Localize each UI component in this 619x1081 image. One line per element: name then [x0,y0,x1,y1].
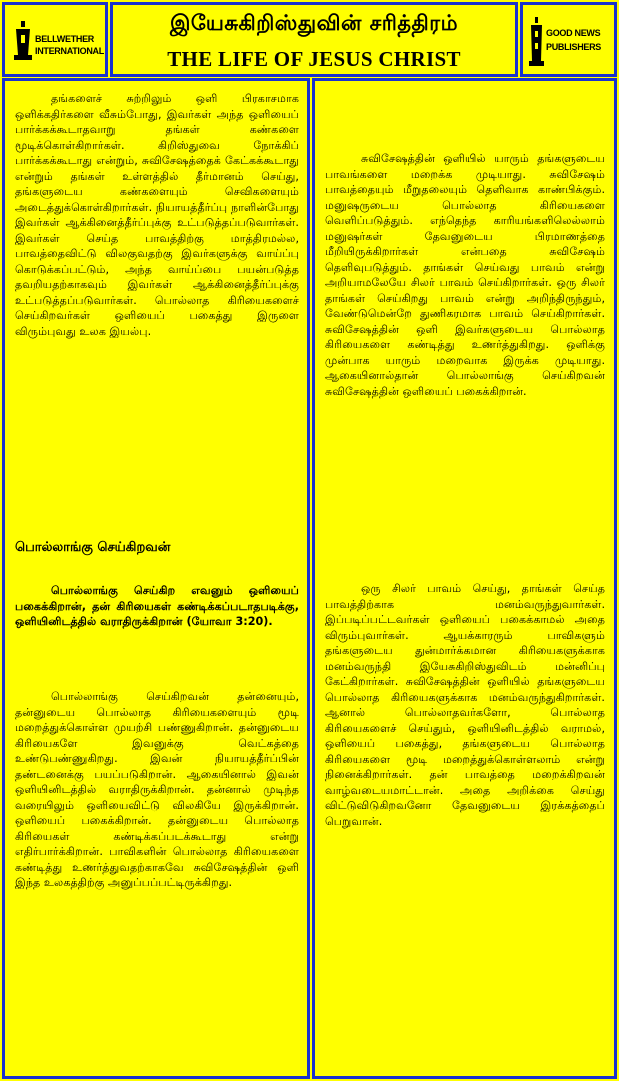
logo-right-line1: GOOD NEWS [546,28,601,38]
bell-tower-icon [13,21,33,61]
left-para2-text: பொல்லாங்கு செய்கிறவன் தன்னையும், தன்னுடைய பொல்லாத கிரியைகளையும் மூடி மறைத்துக்கொள்ள முயற்சி பண்ணுகிறான். தன்னுடைய கிரியைகளே இவனுக்கு வெட்கத்தை உண்டுபண்ணுகிறது. இவன் நியாயத்தீர்ப்பின் தண்டனைக்கு பயப்படுகிறான். ஆகையினால் இவன் ஒளியினிடத்தில் வராதிருக்கிறான். தன்னால் முடிந்த வரையிலும் ஒளியைவிட்டு விலகியே இருக்கிறான். ஒளியைப் பகைக்கிறான். தன்னுடைய பொல்லாத கிரியைகள் கண்டிக்கப்படக்கூடாது என்று எதிர்பார்க்கிறான். பாவிகளின் பொல்லாத கிரியைகளை கண்டித்து உணர்த்துவதற்காகவே சுவிசேஷத்தின் ஒளி இந்த உலகத்திற்கு அனுப்பப்பட்டிருக்கிறது. [15,690,299,889]
good-news-logo [529,13,614,73]
left-paragraph-1 [15,91,299,339]
title-box [110,2,518,77]
logo-left-line2: INTERNATIONAL [35,46,104,56]
right-paragraph-2 [325,581,605,829]
english-title: THE LIFE OF JESUS CHRIST [167,47,461,71]
bellwether-logo [13,15,103,70]
quote-text: பொல்லாங்கு செய்கிற எவனும் ஒளியைப் பகைக்கிறான், தன் கிரியைகள் கண்டிக்கப்படாதபடிக்கு, ஒளியினிடத்தில் வராதிருக்கிறான் (யோவா 3:20). [15,584,299,628]
right-para1-text: சுவிசேஷத்தின் ஒளியில் யாரும் தங்களுடைய பாவங்களை மறைக்க முடியாது. சுவிசேஷம் பாவத்தையும் மீறுதலையும் தெளிவாக காண்பிக்கும். மனுஷருடைய பொல்லாத கிரியைகளை வெளிப்படுத்தும். எந்தெந்த காரியங்களிலெல்லாம் மனுஷர்கள் தேவனுடைய பிரமாணத்தை மீறியிருக்கிறார்கள் என்பதை சுவிசேஷம் தெளிவுபடுத்தும். தாங்கள் செய்வது பாவம் என்று அறியாமலேயே சிலர் பாவம் செய்கிறார்கள். ஒரு சிலர் தாங்கள் செய்கிறது பாவம் என்று அறிந்திருந்தும், வேண்டுமென்றே துணிகரமாக பாவம் செய்கிறார்கள். சுவிசேஷத்தின் ஒளி இவர்களுடைய பொல்லாத கிரியைகளை கண்டித்து உணர்த்துகிறது. ஒளிக்கு முன்பாக யாரும் மறைவாக இருக்க முடியாது. ஆகையினால்தான் பொல்லாங்கு செய்கிறவன் சுவிசேஷத்தின் ஒளியைப் பகைக்கிறான். [325,152,605,398]
left-paragraph-2 [15,689,299,891]
right-para2-text: ஒரு சிலர் பாவம் செய்து, தாங்கள் செய்த பாவத்திற்காக மனம்வருந்துவார்கள். இப்படிப்பட்டவர்கள் ஒளியைப் பகைக்காமல் அதை விரும்புவார்கள். ஆயக்காரரும் பாவிகளும் தங்களுடைய துன்மார்க்கமான கிரியைகளுக்காக மனம்வருந்தி இயேசுகிறிஸ்துவிடம் மன்னிப்பு கேட்கிறார்கள். சுவிசேஷத்தின் ஒளியில் தங்களுடைய பொல்லாத கிரியைகளுக்காக மனம்வருந்துகிறார்கள். ஆனால் பொல்லாதவர்களோ, பொல்லாத கிரியைகளைச் செய்தும், ஒளியினிடத்தில் வராமல், ஒளியைப் பகைத்து, தங்களுடைய பொல்லாத கிரியைகளை மூடி மறைத்துக்கொள்ளலாம் என்று நினைக்கிறார்கள். தன் பாவத்தை மறைக்கிறவன் வாழ்வடையமாட்டான். அதை அறிக்கை செய்து விட்டுவிடுகிறவனோ தேவனுடைய இரக்கத்தைப் பெறுவான். [325,582,605,828]
left-para1-text: தங்களைச் சுற்றிலும் ஒளி பிரகாசமாக ஒளிக்கதிர்களை வீசும்போது, இவர்கள் அந்த ஒளியைப் பார்க்கக்கூடாதவாறு தங்கள் கண்களை மூடிக்கொள்கிறார்கள். கிறிஸ்துவை நோக்கிப் பார்க்கக்கூடாது என்றும், சுவிசேஷத்தைக் கேட்கக்கூடாது என்றும் தங்கள் உள்ளத்தில் தீர்மானம் செய்து, தங்களுடைய கண்களையும் செவிகளையும் அடைத்துக்கொள்கிறார்கள். நியாயத்தீர்ப்பு நாளின்போது இவர்கள் ஆக்கினைத்தீர்ப்புக்கு உட்படுத்தப்படுவார்கள். இவர்கள் செய்த பாவத்திற்கு மாத்திரமல்ல, பாவத்தைவிட்டு விலகுவதற்கு இவர்களுக்கு வாய்ப்பு கொடுக்கப்பட்டும், அந்த வாய்ப்பை பயன்படுத்த தவறியதற்காகவும் இவர்கள் ஆக்கினைத்தீர்ப்புக்கு உட்படுத்தப்படுவார்கள். பொல்லாத கிரியைகளைச் செய்கிறவர்கள் ஒளியைப் பகைத்து இருளை விரும்புவது உலக இயல்பு. [15,92,299,338]
right-paragraph-1 [325,151,605,399]
tower-icon [529,17,545,67]
logo-right-line2: PUBLISHERS [546,42,602,52]
logo-left-line1: BELLWETHER [35,34,94,44]
bellwether-logo-box [2,2,108,77]
tamil-title: இயேசுகிறிஸ்துவின் சரித்திரம் [169,11,459,35]
section-heading: பொல்லாங்கு செய்கிறவன் [15,540,171,555]
bible-quote [15,583,299,630]
right-column [312,78,617,1079]
left-column [2,78,310,1079]
good-news-logo-box [520,2,617,77]
